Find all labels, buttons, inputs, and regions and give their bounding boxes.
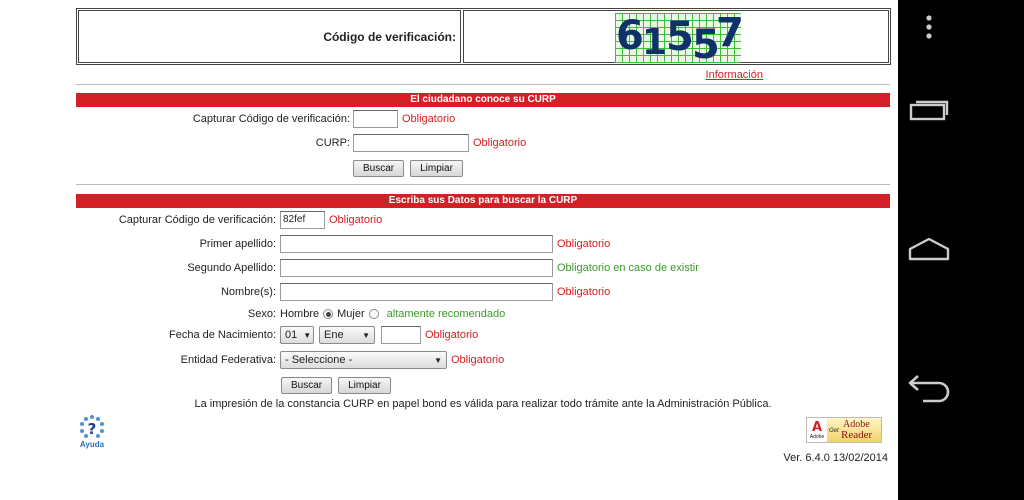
footnote-text: La impresión de la constancia CURP en papel bond es válida para realizar todo trámite ante la Administración Pública. [194, 398, 772, 410]
entidad-row [76, 350, 504, 370]
s1-curp-required: Obligatorio [473, 137, 527, 149]
ayuda-label: Ayuda [79, 440, 105, 449]
fecha-mes-select[interactable] [319, 326, 375, 344]
back-icon[interactable] [898, 372, 960, 404]
fecha-label: Fecha de Nacimiento: [169, 329, 276, 341]
help-icon [78, 414, 106, 442]
apellido2-input[interactable] [280, 259, 553, 277]
apellido2-row [76, 258, 699, 278]
captcha-digit: 5 [692, 22, 720, 68]
s1-search-button[interactable]: Buscar [353, 160, 404, 177]
divider [76, 84, 890, 85]
captcha-image [615, 10, 744, 68]
sexo-note: altamente recomendado [386, 308, 506, 320]
captcha-cell [463, 10, 889, 68]
curp-input[interactable] [353, 134, 469, 152]
captcha-table [76, 8, 891, 68]
fecha-required: Obligatorio [425, 329, 479, 341]
ayuda-button[interactable] [78, 414, 106, 450]
adobe-logo-text: Adobe [809, 433, 825, 440]
s1-captcha-row [150, 109, 455, 129]
apellido2-label: Segundo Apellido: [187, 262, 276, 274]
s1-captcha-required: Obligatorio [402, 113, 456, 125]
fecha-row [76, 325, 478, 345]
apellido1-required: Obligatorio [557, 238, 611, 250]
adobe-reader-text: Reader [841, 429, 873, 441]
hombre-radio[interactable] [323, 309, 333, 319]
hombre-label: Hombre [280, 308, 320, 320]
apellido1-input[interactable] [280, 235, 553, 253]
chevron-down-icon: ▼ [434, 355, 442, 365]
informacion-link[interactable]: Información [705, 69, 763, 81]
fecha-dia-value: 01 [285, 329, 298, 341]
get-adobe-reader-link[interactable] [806, 417, 882, 443]
nombre-required: Obligatorio [557, 286, 611, 298]
nombre-row [76, 282, 610, 302]
s2-captcha-label: Capturar Código de verificación: [118, 214, 276, 226]
adobe-logo-icon [807, 418, 827, 442]
version-text: Ver. 6.4.0 13/02/2014 [783, 452, 888, 464]
s2-captcha-input[interactable]: 82fef [280, 211, 325, 229]
s1-captcha-input[interactable] [353, 110, 398, 128]
chevron-down-icon: ▼ [303, 330, 312, 340]
overflow-menu-icon[interactable] [898, 12, 960, 42]
home-icon[interactable] [898, 234, 960, 264]
s1-buttons [353, 158, 463, 178]
sexo-label: Sexo: [247, 308, 276, 320]
mujer-label: Mujer [337, 308, 365, 320]
captcha-digit: 1 [642, 22, 668, 63]
s1-curp-row [150, 133, 526, 153]
nombre-input[interactable] [280, 283, 553, 301]
apellido1-row [76, 234, 610, 254]
entidad-label: Entidad Federativa: [180, 354, 276, 366]
sexo-row [76, 304, 505, 324]
s2-clear-button[interactable]: Limpiar [338, 377, 391, 394]
adobe-name-text: Adobe [843, 419, 870, 430]
fecha-anio-input[interactable] [381, 326, 421, 344]
chevron-down-icon: ▼ [362, 330, 370, 340]
apellido2-note: Obligatorio en caso de existir [557, 262, 699, 274]
captcha-digit: 6 [616, 13, 644, 59]
adobe-logo-letter: A [811, 419, 823, 435]
captcha-label: Código de verificación: [78, 10, 461, 63]
mujer-radio[interactable] [369, 309, 379, 319]
s2-captcha-row [76, 210, 382, 230]
nombre-label: Nombre(s): [220, 286, 276, 298]
entidad-required: Obligatorio [451, 354, 505, 366]
recent-apps-icon[interactable] [898, 96, 960, 126]
section-search-data-title: Escriba sus Datos para buscar la CURP [76, 194, 890, 208]
adobe-reader-badge [827, 418, 881, 442]
divider [76, 184, 890, 185]
s1-curp-label: CURP: [315, 137, 350, 149]
adobe-get-text: Get [829, 428, 839, 434]
fecha-dia-select[interactable] [280, 326, 314, 344]
svg-text:?: ? [87, 420, 97, 438]
entidad-value: - Seleccione - [285, 354, 353, 366]
android-nav-bar [898, 0, 1024, 500]
s1-clear-button[interactable]: Limpiar [410, 160, 463, 177]
s2-search-button[interactable]: Buscar [281, 377, 332, 394]
apellido1-label: Primer apellido: [199, 238, 276, 250]
captcha-digit: 7 [716, 10, 744, 56]
section-curp-known-title: El ciudadano conoce su CURP [76, 93, 890, 107]
entidad-select[interactable] [280, 351, 447, 369]
s2-buttons [281, 375, 391, 395]
captcha-digit: 5 [666, 14, 694, 60]
s2-captcha-required: Obligatorio [329, 214, 383, 226]
fecha-mes-value: Ene [324, 329, 344, 341]
s1-captcha-label: Capturar Código de verificación: [192, 113, 350, 125]
